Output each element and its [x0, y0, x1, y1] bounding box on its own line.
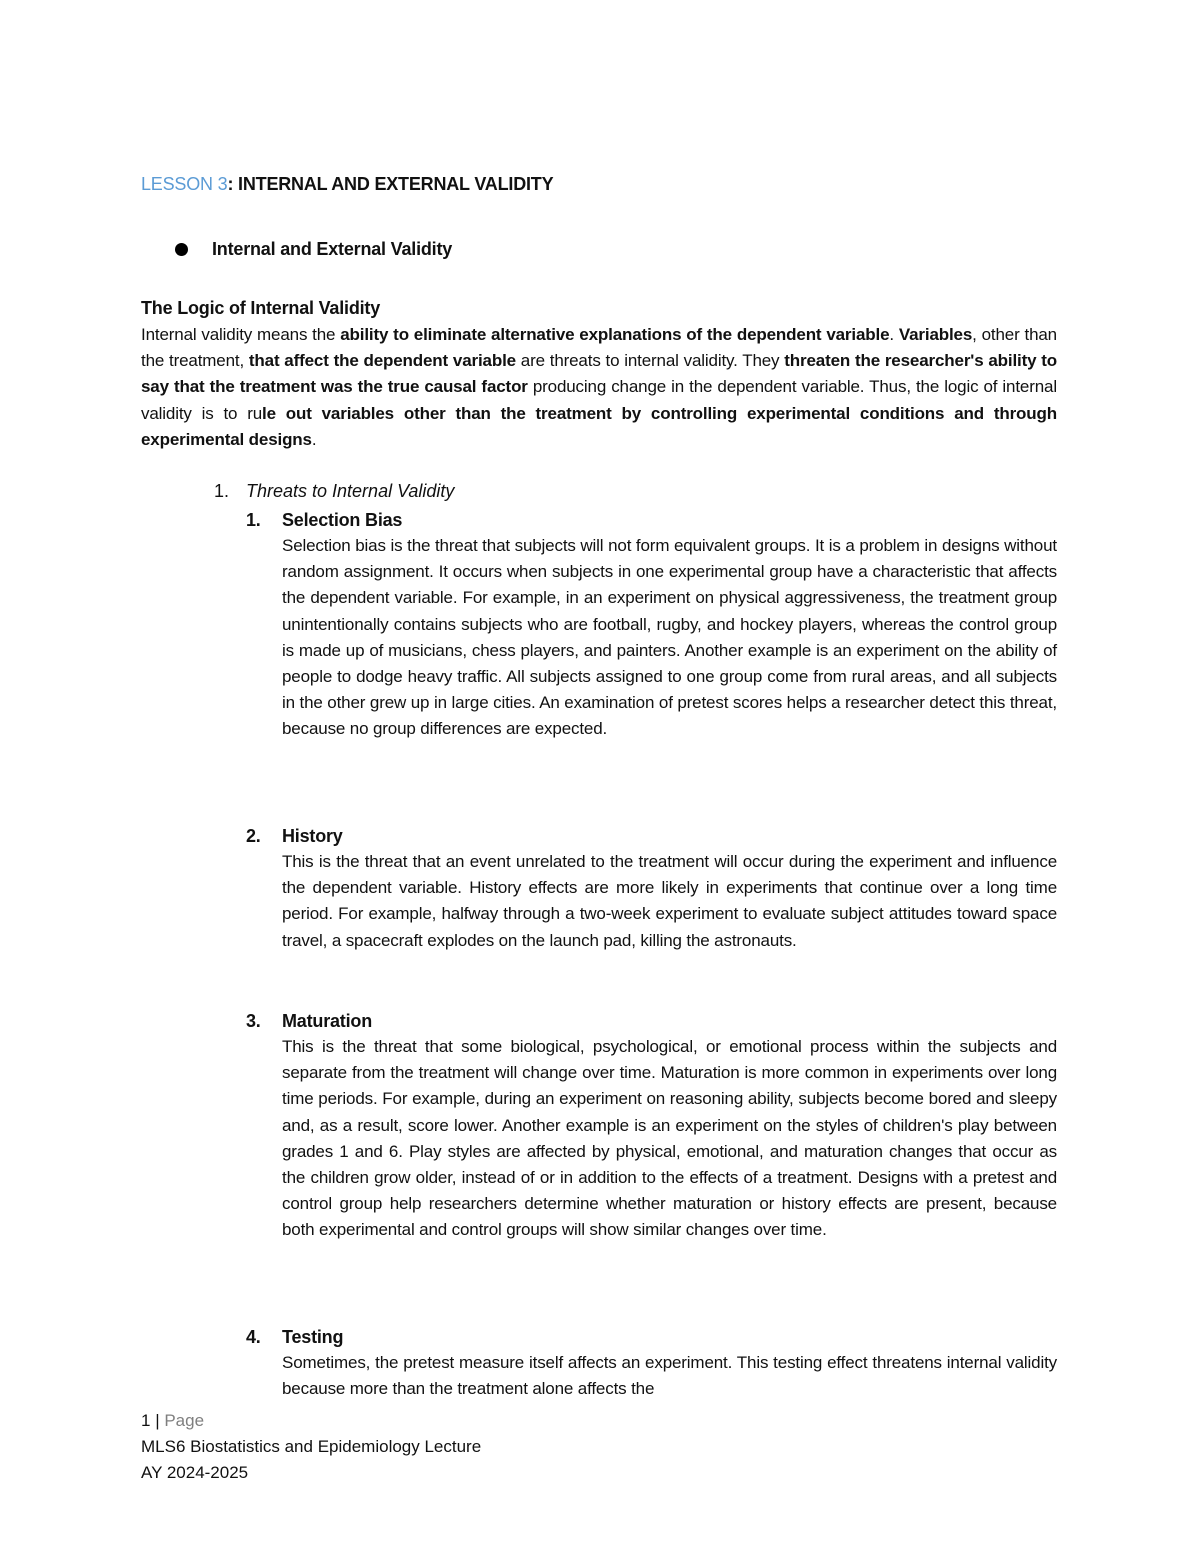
threat-item-maturation: [246, 1008, 1058, 1244]
bold-run: le out variables other than the treatment by controlling experimental conditions and through experimental designs: [141, 403, 1057, 449]
item-title: Testing: [282, 1326, 344, 1347]
page-separator: |: [150, 1411, 165, 1430]
lesson-title: [141, 174, 553, 195]
text-run: producing change in the dependent variable. Thus, the logic of internal validity is to ru: [141, 377, 1057, 423]
lesson-number: LESSON 3: [141, 174, 228, 194]
item-heading: [246, 823, 1058, 849]
item-number: 1.: [246, 509, 261, 530]
bold-run: threaten the researcher's ability to say that the treatment was the true causal factor: [141, 351, 1057, 397]
threat-item-history: [246, 823, 1058, 954]
item-number: 3.: [246, 1010, 261, 1031]
text-run: Internal validity means the: [141, 325, 341, 344]
item-body: Selection bias is the threat that subjects will not form equivalent groups. It is a problem in designs without random assignment. It occurs when subjects in one experimental group have a characteristic that affects the dependent variable. For example, in an experiment on physical aggressiveness, the treatment group unintentionally contains subjects who are football, rugby, and hockey players, whereas the control group is made up of musicians, chess players, and painters. Another example is an experiment on the ability of people to dodge heavy traffic. All subjects assigned to one group come from rural areas, and all subjects in the other grew up in large cities. An examination of pretest scores helps a researcher detect this threat, because no group differences are expected.: [282, 536, 1057, 739]
bold-run: ability to eliminate alternative explanations of the dependent variable: [340, 325, 890, 344]
page-footer: [141, 1408, 481, 1486]
page-number: 1: [141, 1411, 151, 1430]
text-run: , other than the treatment,: [141, 325, 1057, 371]
bullet-item: [175, 239, 452, 260]
list-number: 1.: [214, 481, 230, 501]
item-heading: [246, 507, 1058, 533]
item-heading: [246, 1008, 1058, 1034]
logic-paragraph: [141, 322, 1057, 453]
item-body: This is the threat that an event unrelated to the treatment will occur during the experiment and influence the dependent variable. History effects are more likely in experiments that continue over a long time period. For example, halfway through a two-week experiment to evaluate subject attitudes toward space travel, a spacecraft explodes on the launch pad, killing the astronauts.: [282, 852, 1057, 950]
item-body: This is the threat that some biological, psychological, or emotional process within the subjects and separate from the treatment will change over time. Maturation is more common in experiments over long time periods. For example, during an experiment on reasoning ability, subjects become bored and sleepy and, as a result, score lower. Another example is an experiment on the styles of children's play between grades 1 and 6. Play styles are affected by physical, emotional, and maturation changes that occur as the children grow older, instead of or in addition to the effects of a treatment. Designs with a pretest and control group help researchers determine whether maturation or history effects are present, because both experimental and control groups will show similar changes over time.: [282, 1037, 1057, 1240]
lesson-title-text: : INTERNAL AND EXTERNAL VALIDITY: [227, 174, 554, 194]
bold-run: Variables: [898, 325, 973, 344]
bold-run: that affect the dependent variable: [248, 351, 516, 371]
threats-heading: [214, 481, 454, 502]
bullet-dot-icon: [175, 243, 188, 256]
threats-title: Threats to Internal Validity: [246, 481, 455, 501]
text-run: .: [889, 325, 899, 344]
text-run: .: [311, 429, 317, 449]
threat-item-selection-bias: [246, 507, 1058, 743]
bullet-text: Internal and External Validity: [212, 239, 453, 259]
page-word: Page: [164, 1411, 205, 1430]
item-title: Selection Bias: [282, 509, 403, 530]
item-title: Maturation: [282, 1010, 372, 1031]
item-body: Sometimes, the pretest measure itself affects an experiment. This testing effect threatens internal validity because more than the treatment alone affects the: [282, 1353, 1057, 1399]
section-heading: The Logic of Internal Validity: [141, 298, 381, 318]
course-name: MLS6 Biostatistics and Epidemiology Lecture: [141, 1437, 482, 1456]
item-number: 4.: [246, 1326, 261, 1347]
threat-item-testing: [246, 1324, 1058, 1402]
text-run: are threats to internal validity. They: [515, 351, 785, 371]
item-heading: [246, 1324, 1058, 1350]
page-number-line: [141, 1408, 481, 1434]
item-number: 2.: [246, 825, 261, 846]
item-title: History: [282, 825, 343, 846]
academic-year: AY 2024-2025: [141, 1463, 249, 1482]
